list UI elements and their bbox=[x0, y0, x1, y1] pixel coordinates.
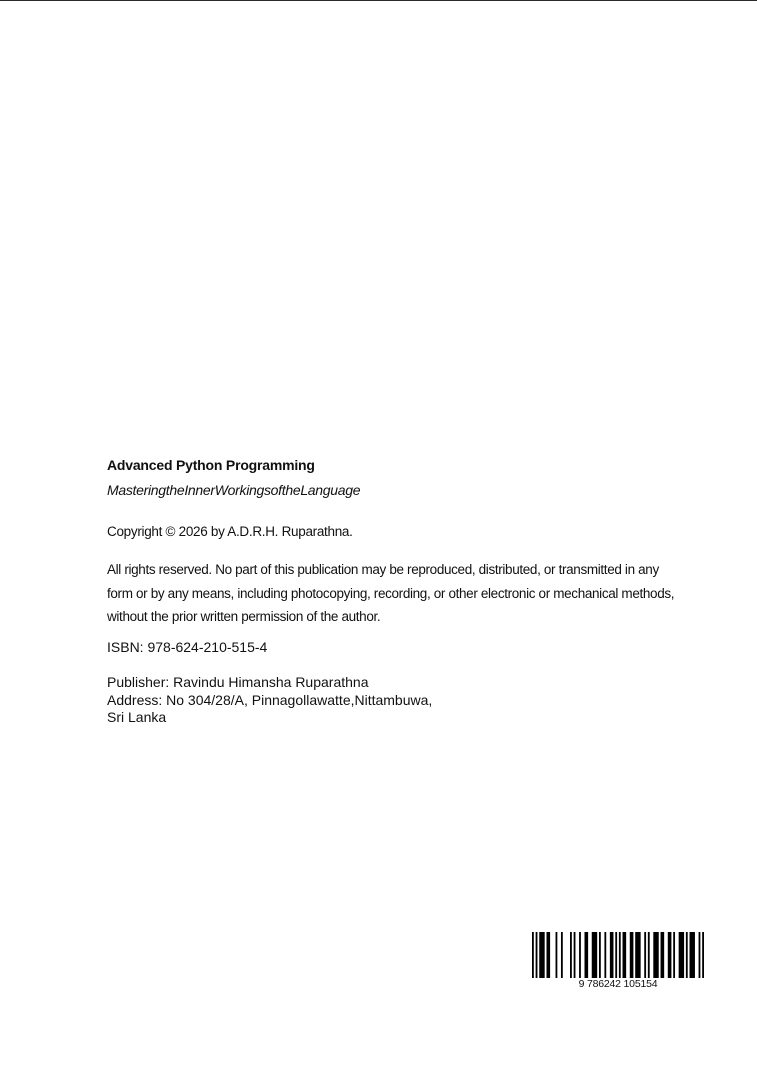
barcode-bar bbox=[644, 932, 646, 978]
barcode-bar bbox=[668, 932, 672, 978]
isbn-barcode bbox=[532, 932, 704, 978]
publisher-block bbox=[107, 674, 432, 727]
rights-statement: All rights reserved. No part of this publication may be reproduced, distributed, or transmitted in any form or by any means, including photocopying, recording, or other electronic or mechanical methods, without the prior written permission of the author. bbox=[107, 562, 675, 624]
barcode-bar bbox=[619, 932, 621, 978]
barcode-bar bbox=[570, 932, 572, 978]
barcode-bar bbox=[673, 932, 675, 978]
barcode-bar bbox=[539, 932, 544, 978]
barcode-bar bbox=[604, 932, 606, 978]
barcode-bar bbox=[592, 932, 597, 978]
top-border-line bbox=[0, 0, 757, 1]
isbn-line: ISBN: 978-624-210-515-4 bbox=[107, 639, 268, 655]
book-subtitle: MasteringtheInnerWorkingsoftheLanguage bbox=[107, 482, 361, 498]
barcode-bar bbox=[532, 932, 534, 978]
barcode-bar bbox=[585, 932, 589, 978]
barcode-bar bbox=[623, 932, 627, 978]
barcode-bar bbox=[648, 932, 650, 978]
barcode-bar bbox=[546, 932, 550, 978]
book-title: Advanced Python Programming bbox=[107, 457, 315, 473]
barcode-bar bbox=[574, 932, 576, 978]
publisher-name: Publisher: Ravindu Himansha Ruparathna bbox=[107, 674, 369, 690]
barcode-bar bbox=[599, 932, 601, 978]
publisher-address-line2: Sri Lanka bbox=[107, 709, 167, 725]
barcode-bar bbox=[579, 932, 581, 978]
barcode-bar bbox=[702, 932, 704, 978]
barcode-bar bbox=[686, 932, 688, 978]
barcode-bar bbox=[630, 932, 634, 978]
barcode-bar bbox=[556, 932, 558, 978]
barcode-digits: 9 786242 105154 bbox=[578, 978, 658, 990]
barcode-bar bbox=[679, 932, 684, 978]
barcode-bar bbox=[690, 932, 695, 978]
copyright-notice: Copyright © 2026 by A.D.R.H. Ruparathna. bbox=[107, 524, 353, 539]
barcode-bar bbox=[635, 932, 640, 978]
barcode-bar bbox=[661, 932, 665, 978]
barcode-bar bbox=[561, 932, 563, 978]
barcode-bar bbox=[615, 932, 617, 978]
barcode-bar bbox=[653, 932, 658, 978]
barcode-bar bbox=[699, 932, 701, 978]
publisher-address-line1: Address: No 304/28/A, Pinnagollawatte,Nittambuwa, bbox=[107, 691, 433, 708]
barcode-bar bbox=[610, 932, 614, 978]
barcode-bar bbox=[536, 932, 538, 978]
